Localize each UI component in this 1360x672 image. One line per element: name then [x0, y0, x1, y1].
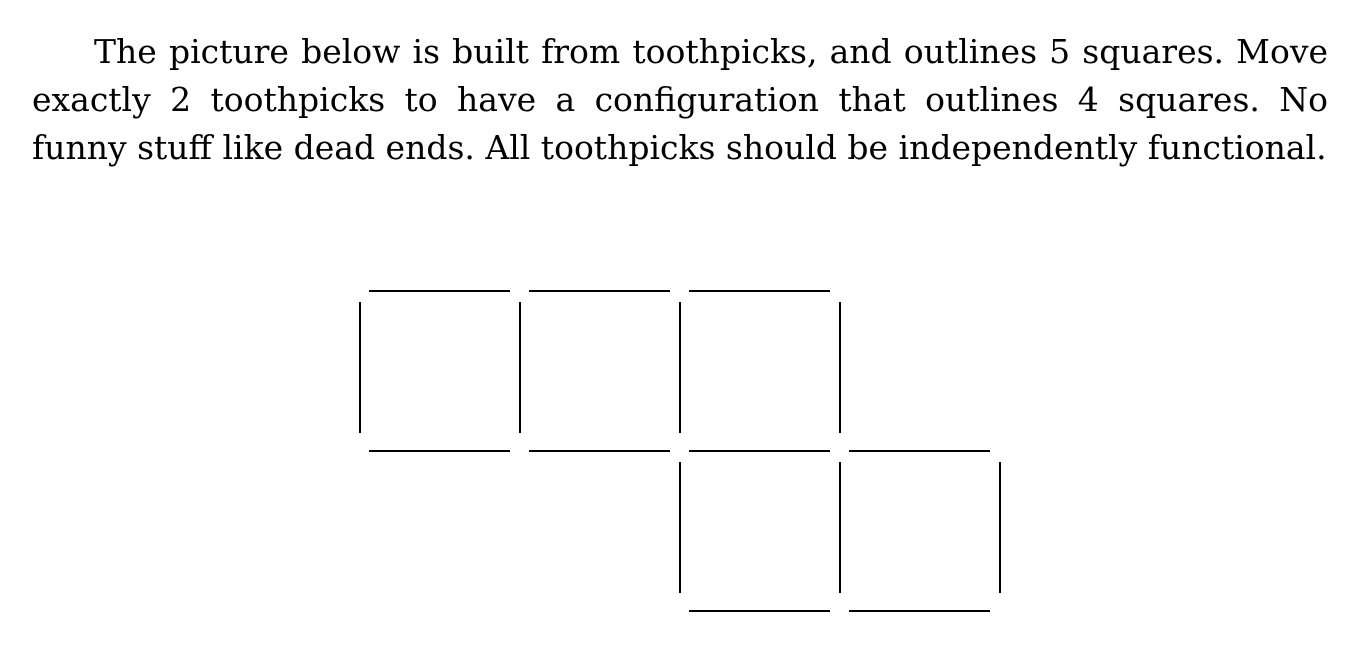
- problem-statement: The picture below is built from toothpicks, and outlines 5 squares. Move exactly 2 toothpicks to have a configuration that outlines 4 squares. No funny stuff like dead ends. All toothpicks should be independently functional.: [32, 32, 1328, 167]
- toothpick-group: [360, 291, 1000, 611]
